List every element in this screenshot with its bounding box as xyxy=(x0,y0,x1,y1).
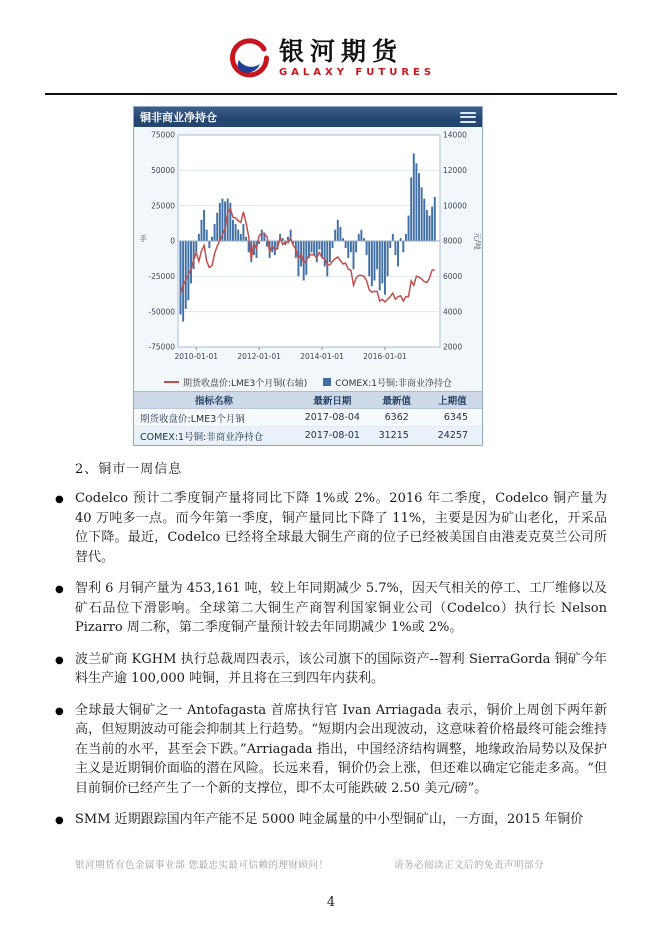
bullet-text: Codelco 预计二季度铜产量将同比下降 1%或 2%。2016 年二季度，Codelco 铜产量为 40 万吨多一点。而今年第一季度，铜产量同比下降了 11%，主要是因为矿山老化，开采品位下降。最近，Codelco 已经将全球最大铜生产商的位子已经被美国自由港麦克莫兰公司所替代。 xyxy=(75,491,607,565)
bullet-icon: ● xyxy=(55,705,64,717)
svg-text:14000: 14000 xyxy=(443,130,467,140)
list-item xyxy=(55,701,607,799)
indicator-table xyxy=(134,391,482,445)
report-body xyxy=(55,458,607,842)
table-cell: 6362 xyxy=(371,409,423,427)
table-row xyxy=(134,427,482,445)
list-item xyxy=(55,810,607,830)
svg-text:2014-01-01: 2014-01-01 xyxy=(300,352,344,361)
bullet-text: 智利 6 月铜产量为 453,161 吨，较上年同期减少 5.7%，因天气相关的停工、工厂维修以及矿石品位下滑影响。全球第二大铜生产商智利国家铜业公司（Codelco）执行长 Nelson Pizarro 周二称，第二季度铜产量预计较去年同期减少 1%或 2%。 xyxy=(75,581,607,635)
legend-label: COMEX:1号铜:非商业净持仓 xyxy=(335,378,453,389)
chart-title: 铜非商业净持仓 xyxy=(140,111,217,124)
table-header-cell: 最新日期 xyxy=(294,392,371,409)
bullet-icon: ● xyxy=(55,494,64,505)
chart-titlebar xyxy=(134,107,482,127)
bullet-icon: ● xyxy=(55,815,64,826)
bullet-list xyxy=(55,489,607,830)
table-header-row xyxy=(134,392,482,409)
footer-left: 银河期货有色金属事业部 您最忠实最可信赖的理财顾问！ xyxy=(75,860,329,871)
svg-text:10000: 10000 xyxy=(443,201,467,211)
line-swatch-icon xyxy=(164,381,179,383)
table-cell: COMEX:1号铜:非商业净持仓 xyxy=(134,427,294,445)
page-footer xyxy=(75,857,544,871)
page-number: 4 xyxy=(326,895,336,910)
table-row xyxy=(134,409,482,427)
svg-text:2012-01-01: 2012-01-01 xyxy=(237,352,281,361)
svg-text:50000: 50000 xyxy=(151,165,175,175)
legend-label: 期货收盘价:LME3个月铜(右轴) xyxy=(182,378,308,389)
table-header-cell: 最新值 xyxy=(371,392,423,409)
svg-text:25000: 25000 xyxy=(151,201,175,211)
svg-text:4000: 4000 xyxy=(443,307,463,317)
bullet-icon: ● xyxy=(55,654,64,666)
list-item xyxy=(55,650,607,689)
table-header-cell: 上期值 xyxy=(423,392,482,409)
chart-legend xyxy=(134,373,482,391)
svg-text:8000: 8000 xyxy=(443,236,463,246)
list-item xyxy=(55,489,607,567)
section-heading: 2、铜市一周信息 xyxy=(75,462,183,477)
copper-positions-chart-widget xyxy=(133,106,483,446)
bar-swatch-icon xyxy=(323,378,331,386)
table-cell: 6345 xyxy=(423,409,482,427)
brand-name-chinese: 银河期货 xyxy=(278,36,403,66)
legend-item-bar xyxy=(323,376,452,389)
svg-text:0: 0 xyxy=(170,236,175,246)
galaxy-futures-logo-icon xyxy=(227,36,271,80)
svg-text:-25000: -25000 xyxy=(148,271,175,281)
svg-text:-75000: -75000 xyxy=(148,342,175,352)
footer-right: 请务必阅读正文后的免责声明部分 xyxy=(393,860,544,871)
svg-text:手: 手 xyxy=(139,234,147,243)
svg-text:12000: 12000 xyxy=(443,165,467,175)
net-positions-chart xyxy=(134,127,482,373)
table-cell: 2017-08-01 xyxy=(294,427,371,445)
legend-item-line xyxy=(164,376,307,389)
svg-text:2000: 2000 xyxy=(443,342,463,352)
header-divider xyxy=(45,93,617,95)
table-cell: 24257 xyxy=(423,427,482,445)
table-cell: 31215 xyxy=(371,427,423,445)
svg-text:2016-01-01: 2016-01-01 xyxy=(363,352,407,361)
table-cell: 2017-08-04 xyxy=(294,409,371,427)
bullet-text: 全球最大铜矿之一 Antofagasta 首席执行官 Ivan Arriagada 表示，铜价上周创下两年新高，但短期波动可能会抑制其上行趋势。“短期内会出现波动，这意味着价格最终可能会维持在当前的水平，甚至会下跌。”Arriagada 指出，中国经济结构调整，地缘政治局势以及保护主义是近期铜价面临的潜在风险。长远来看，铜价仍会上涨，但还难以确定它能走多高。“但目前铜价已经产生了一个新的支撑位，即不太可能跌破 2.50 美元/磅”。 xyxy=(75,702,607,796)
svg-text:元/吨: 元/吨 xyxy=(473,232,482,250)
svg-text:6000: 6000 xyxy=(443,271,463,281)
brand-name-english: GALAXY FUTURES xyxy=(278,67,436,79)
bullet-icon: ● xyxy=(55,584,64,595)
svg-text:-50000: -50000 xyxy=(148,307,175,317)
bullet-text: SMM 近期跟踪国内年产能不足 5000 吨金属量的中小型铜矿山，一方面，2015 年铜价 xyxy=(75,812,584,827)
list-item xyxy=(55,579,607,638)
table-header-cell: 指标名称 xyxy=(134,392,294,409)
table-cell: 期货收盘价:LME3个月铜 xyxy=(134,409,294,427)
svg-text:75000: 75000 xyxy=(151,130,175,140)
galaxy-futures-logo xyxy=(0,36,662,80)
menu-icon[interactable] xyxy=(460,111,476,124)
svg-text:2010-01-01: 2010-01-01 xyxy=(174,352,219,361)
bullet-text: 波兰矿商 KGHM 执行总裁周四表示，该公司旗下的国际资产--智利 SierraGorda 铜矿今年料生产逾 100,000 吨铜，并且将在三到四年内获利。 xyxy=(75,651,607,686)
